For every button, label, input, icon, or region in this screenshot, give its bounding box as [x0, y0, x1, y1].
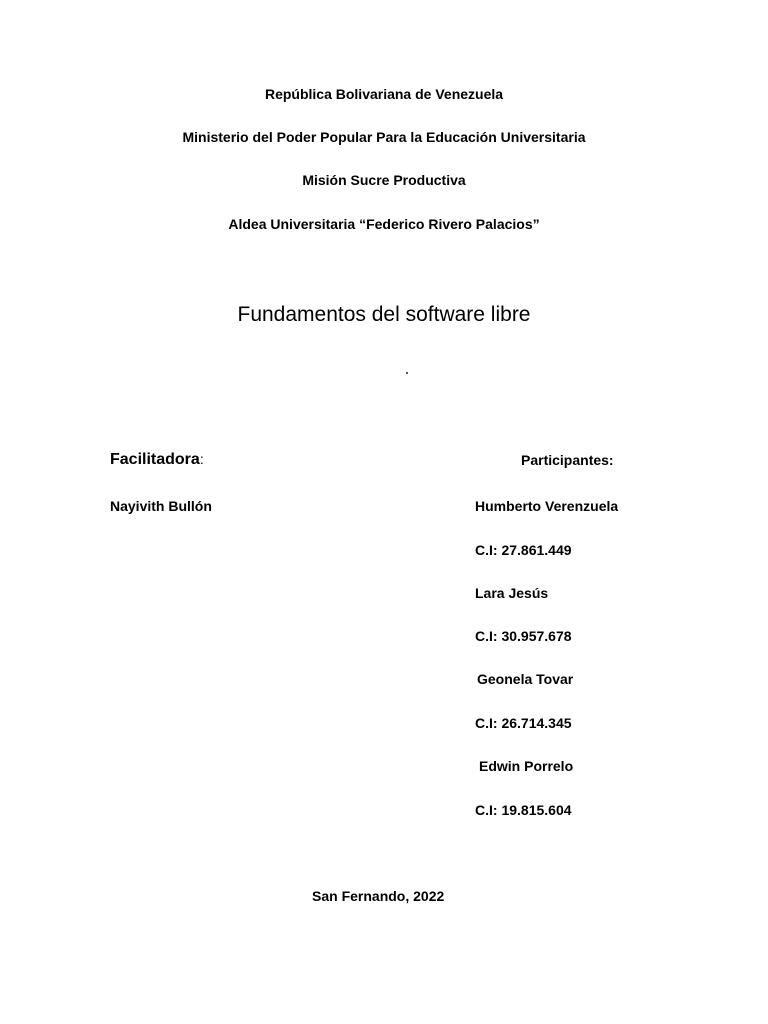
separator-dot: [406, 372, 408, 374]
participant-ci: C.I: 27.861.449: [475, 542, 572, 558]
header-ministry: Ministerio del Poder Popular Para la Educación Universitaria: [182, 129, 586, 145]
participant-name: Edwin Porrelo: [479, 758, 574, 774]
header-republic: República Bolivariana de Venezuela: [264, 86, 504, 102]
participants-heading: Participantes:: [521, 452, 614, 468]
header-aldea: Aldea Universitaria “Federico Rivero Palacios”: [228, 216, 540, 232]
place-date: San Fernando, 2022: [312, 888, 445, 904]
facilitator-heading-label: Facilitadora: [110, 451, 200, 468]
facilitator-heading-colon: :: [199, 451, 204, 467]
document-title: Fundamentos del software libre: [237, 303, 531, 326]
participant-ci: C.I: 26.714.345: [475, 715, 572, 731]
facilitator-name: Nayivith Bullón: [110, 498, 212, 514]
participant-name: Humberto Verenzuela: [475, 498, 619, 514]
participant-name: Geonela Tovar: [477, 671, 574, 687]
participant-name: Lara Jesús: [475, 585, 549, 601]
header-mission: Misión Sucre Productiva: [302, 172, 466, 188]
facilitator-heading: [110, 449, 204, 470]
participant-ci: C.I: 19.815.604: [475, 802, 572, 818]
participant-ci: C.I: 30.957.678: [475, 628, 572, 644]
